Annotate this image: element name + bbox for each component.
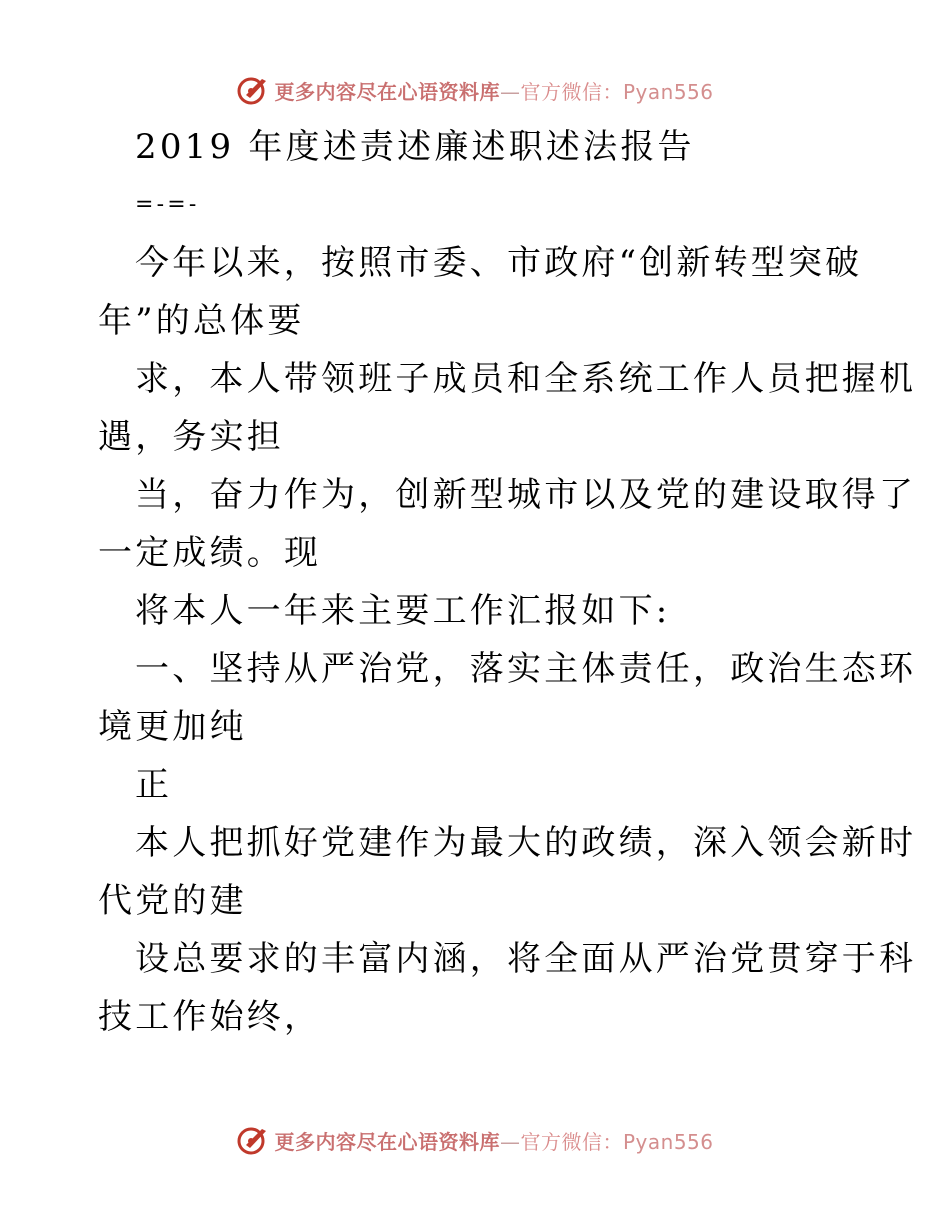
watermark-contact: 官方微信： bbox=[520, 79, 623, 104]
section-heading-line: 境更加纯 bbox=[98, 707, 247, 747]
watermark-text bbox=[274, 1126, 713, 1155]
pen-logo-icon bbox=[236, 1123, 270, 1157]
watermark-dash: — bbox=[499, 79, 521, 104]
watermark-wechat-id: Pyan556 bbox=[622, 79, 714, 104]
paragraph-line: 将本人一年来主要工作汇报如下: bbox=[135, 591, 671, 631]
section-heading-line: 正 bbox=[135, 765, 173, 805]
document-body bbox=[98, 118, 917, 1046]
paragraph-line: 代党的建 bbox=[98, 881, 247, 921]
watermark-dash: — bbox=[499, 1129, 521, 1154]
section-heading-line: 一、坚持从严治党，落实主体责任，政治生态环 bbox=[135, 649, 917, 689]
paragraph-line: 今年以来，按照市委、市政府“创新转型突破 bbox=[135, 243, 863, 283]
paragraph-line: 设总要求的丰富内涵，将全面从严治党贯穿于科 bbox=[135, 939, 917, 979]
paragraph-line: 遇，务实担 bbox=[98, 417, 284, 457]
pen-logo-icon bbox=[236, 73, 270, 107]
watermark-site: 更多内容尽在心语资料库 bbox=[274, 1129, 500, 1154]
watermark-text bbox=[274, 76, 713, 105]
paragraph-line: 求，本人带领班子成员和全系统工作人员把握机 bbox=[135, 359, 917, 399]
watermark-contact: 官方微信： bbox=[520, 1129, 623, 1154]
watermark-wechat-id: Pyan556 bbox=[622, 1129, 714, 1154]
paragraph-line: 当，奋力作为，创新型城市以及党的建设取得了 bbox=[135, 475, 917, 515]
watermark-site: 更多内容尽在心语资料库 bbox=[274, 79, 500, 104]
header-watermark bbox=[0, 70, 950, 110]
separator-mark: =-=- bbox=[135, 192, 200, 217]
document-title: 2019 年度述责述廉述职述法报告 bbox=[135, 127, 695, 167]
paragraph-line: 技工作始终， bbox=[98, 997, 322, 1037]
footer-watermark bbox=[0, 1120, 950, 1160]
paragraph-line: 年”的总体要 bbox=[98, 301, 305, 341]
paragraph-line: 一定成绩。现 bbox=[98, 533, 322, 573]
paragraph-line: 本人把抓好党建作为最大的政绩，深入领会新时 bbox=[135, 823, 917, 863]
